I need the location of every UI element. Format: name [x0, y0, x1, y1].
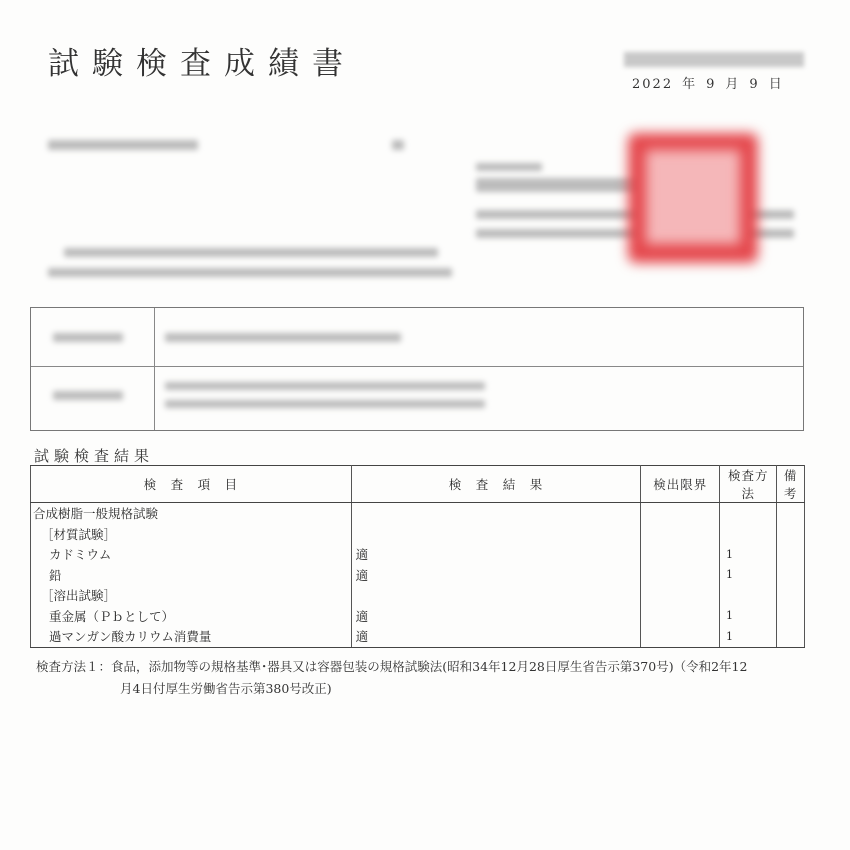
date-month: 9	[706, 77, 717, 92]
document-title: 試験検査成績書	[48, 46, 356, 82]
note	[777, 544, 805, 565]
table-row	[31, 524, 805, 545]
test-item: カドミウム	[31, 544, 352, 565]
test-method	[720, 503, 777, 524]
intro-text-redacted-1	[64, 248, 438, 257]
table-row	[31, 565, 805, 586]
reception-label-redacted	[53, 391, 123, 400]
footnote-line-1: 検査方法１：食品，添加物等の規格基準･器具又は容器包装の規格試験法(昭和34年12月28日厚生省告示第370号)（令和2年12	[36, 659, 748, 674]
test-method: 1	[720, 606, 777, 627]
results-section-label: 試験検査結果	[34, 447, 155, 465]
panel-divider-vertical	[154, 308, 155, 430]
test-method	[720, 524, 777, 545]
sample-name-label-redacted	[53, 333, 123, 342]
issue-date	[632, 73, 793, 92]
detection-limit	[641, 565, 720, 586]
test-item: 重金属（Ｐｂとして）	[31, 606, 352, 627]
detection-limit	[641, 585, 720, 606]
note	[777, 524, 805, 545]
note	[777, 626, 805, 647]
test-result: 適	[351, 565, 641, 586]
note	[777, 565, 805, 586]
test-result	[351, 503, 641, 524]
test-item: 鉛	[31, 565, 352, 586]
column-header-method: 検査方法	[720, 466, 777, 503]
sample-info-panel	[30, 307, 804, 431]
test-result: 適	[351, 544, 641, 565]
results-header-row	[31, 466, 805, 503]
intro-text-redacted-2	[48, 268, 452, 277]
detection-limit	[641, 626, 720, 647]
test-method: 1	[720, 565, 777, 586]
column-header-result: 検 査 結 果	[351, 466, 641, 503]
test-method	[720, 585, 777, 606]
panel-divider-horizontal	[31, 366, 803, 367]
test-result	[351, 524, 641, 545]
company-seal-stamp-inner	[646, 150, 740, 244]
results-table	[30, 465, 805, 648]
reception-value-redacted-1	[165, 382, 485, 390]
table-row	[31, 585, 805, 606]
date-year-unit: 年	[682, 77, 698, 92]
test-item: ［材質試験］	[31, 524, 352, 545]
document-number-redacted	[624, 52, 804, 67]
test-result	[351, 585, 641, 606]
date-day: 9	[749, 77, 760, 92]
column-header-limit: 検出限界	[641, 466, 720, 503]
test-item: 合成樹脂一般規格試験	[31, 503, 352, 524]
detection-limit	[641, 524, 720, 545]
issuer-org-type-redacted	[476, 163, 542, 171]
table-row	[31, 503, 805, 524]
note	[777, 585, 805, 606]
test-result: 適	[351, 626, 641, 647]
date-day-unit: 日	[768, 77, 784, 92]
detection-limit	[641, 544, 720, 565]
test-method: 1	[720, 544, 777, 565]
date-year: 2022	[632, 77, 674, 92]
detection-limit	[641, 606, 720, 627]
test-item: 過マンガン酸カリウム消費量	[31, 626, 352, 647]
column-header-note: 備考	[777, 466, 805, 503]
note	[777, 503, 805, 524]
test-method: 1	[720, 626, 777, 647]
detection-limit	[641, 503, 720, 524]
reception-value-redacted-2	[165, 400, 485, 408]
column-header-item: 検 査 項 目	[31, 466, 352, 503]
table-row	[31, 626, 805, 647]
test-result: 適	[351, 606, 641, 627]
note	[777, 606, 805, 627]
date-month-unit: 月	[725, 77, 741, 92]
table-row	[31, 544, 805, 565]
test-method-footnote	[36, 656, 806, 700]
sample-name-value-redacted	[165, 333, 401, 342]
footnote-line-2: 月4日付厚生労働省告示第380号改正)	[120, 681, 332, 696]
recipient-honorific-redacted	[392, 140, 404, 150]
recipient-redacted	[48, 140, 198, 150]
test-item: ［溶出試験］	[31, 585, 352, 606]
table-row	[31, 606, 805, 627]
